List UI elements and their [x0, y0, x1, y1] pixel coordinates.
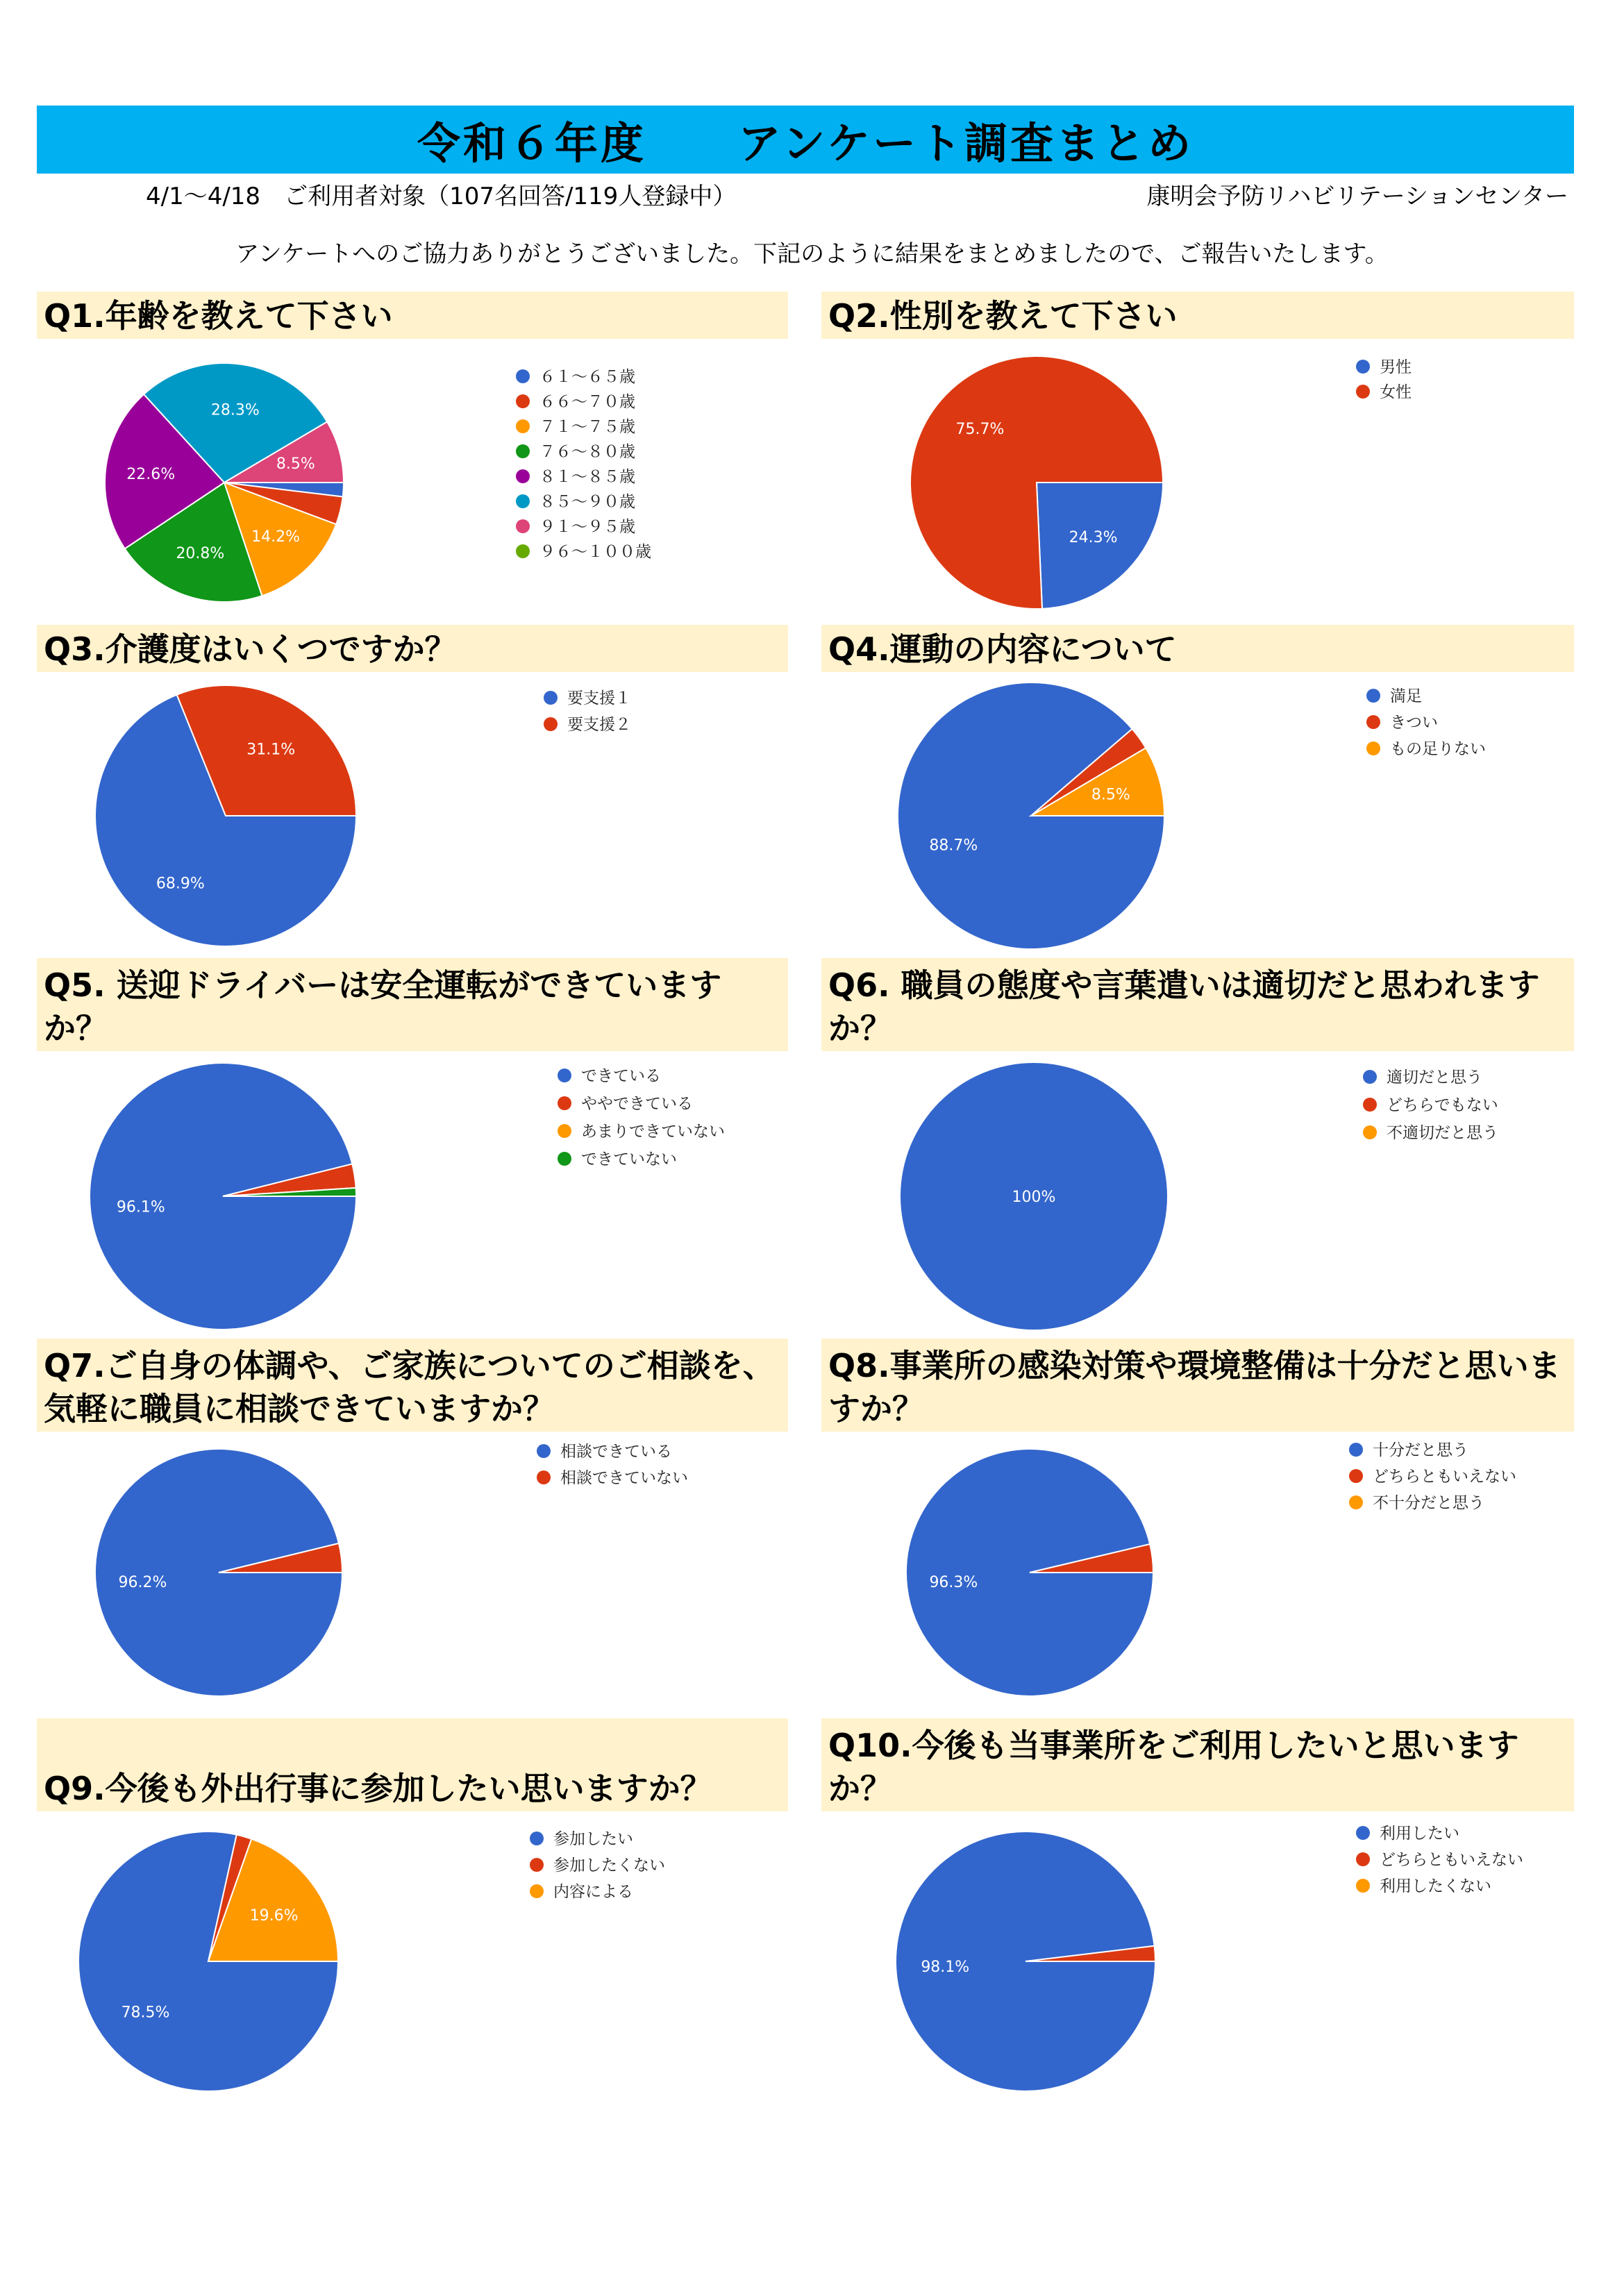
q4-legend-marker-2: [1366, 715, 1380, 729]
q7-legend-label-2: 相談できていない: [560, 1469, 688, 1487]
q5-legend-label-1: できている: [581, 1067, 661, 1085]
q7-header: [37, 1339, 788, 1432]
q8-slice-label-1: 96.3%: [929, 1573, 978, 1591]
survey-period: 4/1～4/18 ご利用者対象（107名回答/119人登録中）: [146, 183, 737, 210]
q8-legend-label-2: どちらともいえない: [1373, 1468, 1516, 1486]
q8-legend-marker-3: [1349, 1495, 1363, 1509]
q5-title: Q5. 送迎ドライバーは安全運転ができていますか？: [44, 966, 722, 1047]
q10-legend-marker-2: [1356, 1852, 1370, 1866]
q8-title: Q8.事業所の感染対策や環境整備は十分だと思いますか？: [828, 1347, 1561, 1427]
q1-age-pie-chart: [37, 340, 788, 618]
q9-legend-marker-1: [530, 1832, 544, 1845]
q1-slice-label-7: 8.5%: [276, 455, 315, 473]
page-title: 令和６年度 アンケート調査まとめ: [37, 106, 1574, 174]
q2-title: Q2.性別を教えて下さい: [828, 297, 1178, 335]
q5-legend-label-3: あまりできていない: [581, 1123, 725, 1141]
q1-legend-marker-2: [516, 394, 530, 408]
q9-slice-label-1: 78.5%: [121, 2004, 170, 2022]
q2-header: [821, 292, 1574, 339]
q7-slice-label-1: 96.2%: [118, 1574, 167, 1592]
q9-slice-label-3: 19.6%: [249, 1907, 299, 1925]
q1-legend-label-6: ８５～９０歳: [539, 493, 635, 511]
q2-slice-label-1: 24.3%: [1069, 529, 1118, 547]
q4-slice-label-3: 8.5%: [1091, 786, 1130, 804]
q1-legend-label-5: ８１～８５歳: [539, 468, 635, 486]
q5-header: [37, 958, 788, 1051]
q4-title: Q4.運動の内容について: [828, 630, 1177, 668]
q1-legend-label-4: ７６～８０歳: [539, 443, 635, 461]
q1-slice-label-5: 22.6%: [126, 465, 176, 483]
q7-title: Q7.ご自身の体調や、ご家族についてのご相談を、気軽に職員に相談できていますか？: [44, 1347, 775, 1427]
q3-legend-label-1: 要支援１: [567, 689, 631, 707]
q2-legend-label-1: 男性: [1380, 358, 1412, 376]
q1-header: [37, 292, 788, 339]
q2-legend-marker-1: [1356, 360, 1370, 374]
q6-slice-label-1: 100%: [1012, 1189, 1056, 1206]
q4-slice-label-1: 88.7%: [929, 837, 978, 855]
q5-legend-marker-2: [558, 1096, 571, 1110]
q10-continue-use-pie-chart: [821, 1812, 1574, 2104]
q10-legend-marker-3: [1356, 1879, 1370, 1893]
q9-outing-pie-chart: [37, 1812, 788, 2104]
q9-legend-marker-2: [530, 1858, 544, 1872]
q2-legend-marker-2: [1356, 385, 1370, 399]
q6-title: Q6. 職員の態度や言葉遣いは適切だと思われますか？: [828, 966, 1540, 1047]
q1-legend-marker-8: [516, 544, 530, 558]
q4-legend-label-3: もの足りない: [1390, 740, 1486, 758]
q10-legend-marker-1: [1356, 1826, 1370, 1840]
q1-legend-label-2: ６６～７０歳: [539, 393, 635, 411]
q1-legend-marker-3: [516, 419, 530, 433]
q1-legend-label-1: ６１～６５歳: [539, 368, 635, 386]
q3-legend-marker-2: [544, 717, 558, 731]
q1-legend-marker-1: [516, 369, 530, 383]
q1-legend-marker-7: [516, 519, 530, 533]
q3-slice-label-1: 68.9%: [156, 875, 205, 893]
q1-title: Q1.年齢を教えて下さい: [44, 297, 393, 335]
q1-legend-marker-6: [516, 494, 530, 508]
q6-header: [821, 958, 1574, 1051]
q4-legend-marker-3: [1366, 741, 1380, 755]
q7-consultation-pie-chart: [37, 1432, 788, 1716]
q9-header: [37, 1718, 788, 1811]
q1-legend-marker-5: [516, 469, 530, 483]
q1-legend-label-7: ９１～９５歳: [539, 518, 635, 536]
q8-legend-label-3: 不十分だと思う: [1373, 1494, 1484, 1512]
q10-header: [821, 1718, 1574, 1811]
q9-legend-label-2: 参加したくない: [553, 1857, 665, 1875]
q9-legend-label-3: 内容による: [553, 1883, 633, 1901]
q1-slice-label-4: 20.8%: [176, 544, 225, 562]
q9-title: Q9.今後も外出行事に参加したい思いますか？: [44, 1770, 712, 1807]
q4-exercise-pie-chart: [821, 673, 1574, 951]
q5-legend-marker-3: [558, 1124, 571, 1138]
q1-legend-label-8: ９６～１００歳: [539, 543, 651, 561]
q5-legend-label-4: できていない: [581, 1150, 677, 1168]
q2-gender-pie-chart: [821, 340, 1574, 618]
q6-legend-label-2: どちらでもない: [1387, 1096, 1498, 1114]
q1-legend-label-3: ７１～７５歳: [539, 418, 635, 436]
q4-legend-label-2: きつい: [1390, 714, 1438, 732]
q1-slice-label-3: 14.2%: [251, 528, 300, 546]
q6-staff-attitude-pie-chart: [821, 1052, 1574, 1336]
q9-legend-label-1: 参加したい: [553, 1830, 633, 1848]
q3-title: Q3.介護度はいくつですか？: [44, 630, 457, 668]
q5-slice-label-1: 96.1%: [116, 1198, 165, 1216]
q6-legend-label-3: 不適切だと思う: [1387, 1124, 1498, 1142]
q4-legend-marker-1: [1366, 689, 1380, 703]
q1-legend-marker-4: [516, 444, 530, 458]
q3-legend-label-2: 要支援２: [567, 716, 631, 734]
organization-name: 康明会予防リハビリテーションセンター: [1146, 183, 1568, 210]
q10-slice-label-1: 98.1%: [921, 1958, 970, 1976]
intro-text: アンケートへのご協力ありがとうございました。下記のように結果をまとめましたので、ご報告いたします。: [235, 240, 1389, 268]
q5-legend-label-2: ややできている: [581, 1095, 693, 1113]
q5-driver-pie-chart: [37, 1052, 788, 1336]
q8-legend-label-1: 十分だと思う: [1373, 1441, 1468, 1459]
q2-slice-label-2: 75.7%: [955, 420, 1005, 438]
q4-header: [821, 625, 1574, 672]
q8-infection-control-pie-chart: [821, 1432, 1574, 1716]
q8-legend-marker-2: [1349, 1469, 1363, 1483]
q6-legend-marker-3: [1363, 1125, 1377, 1139]
q3-slice-label-2: 31.1%: [246, 741, 296, 759]
q7-legend-label-1: 相談できている: [560, 1443, 672, 1461]
q7-legend-marker-1: [537, 1444, 551, 1458]
q1-slice-label-6: 28.3%: [210, 401, 260, 419]
q3-header: [37, 625, 788, 672]
q10-legend-label-1: 利用したい: [1380, 1825, 1459, 1843]
q10-title: Q10.今後も当事業所をご利用したいと思いますか？: [828, 1727, 1519, 1807]
q3-legend-marker-1: [544, 691, 558, 705]
q3-care-level-pie-chart: [37, 673, 788, 951]
q2-legend-label-2: 女性: [1380, 383, 1412, 401]
q6-legend-label-1: 適切だと思う: [1387, 1069, 1482, 1087]
q5-legend-marker-4: [558, 1152, 571, 1166]
q10-legend-label-2: どちらともいえない: [1380, 1851, 1523, 1869]
q5-legend-marker-1: [558, 1069, 571, 1082]
q6-legend-marker-2: [1363, 1098, 1377, 1112]
q8-header: [821, 1339, 1574, 1432]
q7-legend-marker-2: [537, 1470, 551, 1484]
q8-legend-marker-1: [1349, 1443, 1363, 1457]
q4-legend-label-1: 満足: [1390, 687, 1422, 705]
q6-legend-marker-1: [1363, 1070, 1377, 1084]
q9-legend-marker-3: [530, 1884, 544, 1898]
q10-legend-label-3: 利用したくない: [1380, 1877, 1491, 1895]
